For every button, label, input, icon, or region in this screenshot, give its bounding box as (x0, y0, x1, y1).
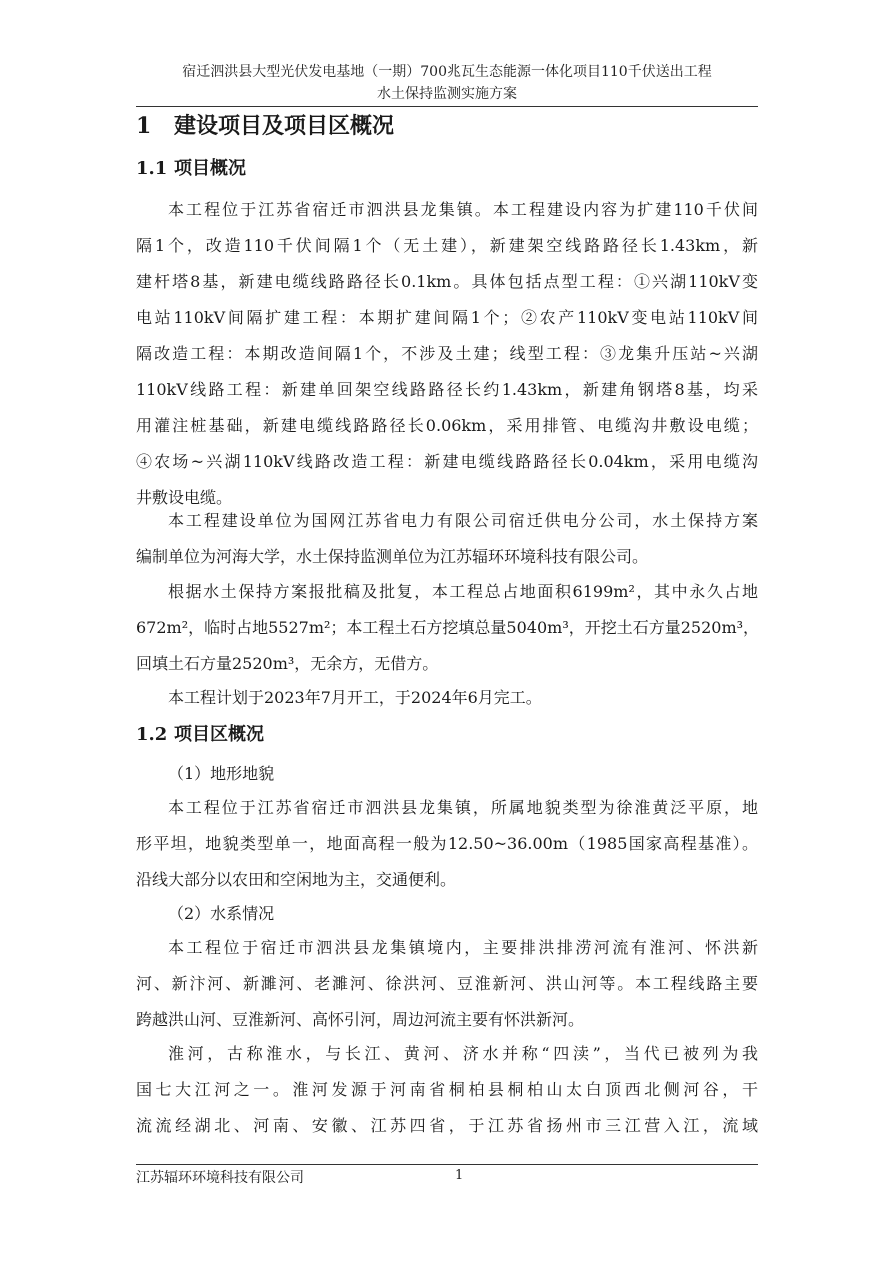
section-1-2-heading (136, 722, 264, 748)
paragraph-line: ④农场~兴湖110kV线路改造工程：新建电缆线路路径长0.04km，采用电缆沟 (136, 452, 758, 471)
page-number: 1 (455, 1168, 464, 1183)
section-1-1-number: 1.1 (136, 158, 168, 179)
paragraph-line: 电站110kV间隔扩建工程：本期扩建间隔1个；②农产110kV变电站110kV间 (136, 308, 758, 327)
paragraph-water-system (136, 930, 758, 1038)
section-1-1-title: 项目概况 (174, 158, 246, 179)
section-1-heading (136, 110, 394, 142)
paragraph-line: 河、新汴河、新濉河、老濉河、徐洪河、豆淮新河、洪山河等。本工程线路主要 (136, 974, 758, 993)
section-1-2-number: 1.2 (136, 724, 168, 745)
paragraph-land-earthwork (136, 574, 758, 682)
running-header-title: 宿迁泗洪县大型光伏发电基地（一期）700兆瓦生态能源一体化项目110千伏送出工程 (182, 64, 712, 80)
paragraph-construction-units (136, 503, 758, 575)
paragraph-line: 编制单位为河海大学，水土保持监测单位为江苏辐环环境科技有限公司。 (136, 547, 649, 566)
paragraph-huai-river (136, 1036, 758, 1144)
paragraph-terrain (136, 790, 758, 898)
paragraph-line: 跨越洪山河、豆淮新河、高怀引河，周边河流主要有怀洪新河。 (136, 1010, 585, 1029)
paragraph-line: 回填土石方量2520m³，无余方，无借方。 (136, 654, 439, 673)
paragraph-line: 110kV线路工程：新建单回架空线路路径长约1.43km，新建角钢塔8基，均采 (136, 380, 758, 399)
paragraph-project-overview (136, 192, 758, 516)
paragraph-line: 井敷设电缆。 (136, 488, 233, 507)
section-1-1-heading (136, 156, 246, 182)
paragraph-line: 隔1个，改造110千伏间隔1个（无土建），新建架空线路路径长1.43km，新 (136, 236, 758, 255)
paragraph-schedule (136, 680, 758, 716)
paragraph-line: 根据水土保持方案报批稿及批复，本工程总占地面积6199m²，其中永久占地 (168, 582, 758, 601)
section-1-2-title: 项目区概况 (174, 724, 264, 745)
paragraph-line: 流流经湖北、河南、安徽、江苏四省，于江苏省扬州市三江营入江，流域 (136, 1116, 758, 1135)
subheading-water-system: （2）水系情况 (168, 904, 275, 923)
footer-divider (136, 1164, 758, 1165)
header-divider (136, 106, 758, 107)
paragraph-line: 本工程位于江苏省宿迁市泗洪县龙集镇，所属地貌类型为徐淮黄泛平原，地 (168, 798, 758, 817)
paragraph-line: 隔改造工程：本期改造间隔1个，不涉及土建；线型工程：③龙集升压站~兴湖 (136, 344, 758, 363)
paragraph-line: 形平坦，地貌类型单一，地面高程一般为12.50~36.00m（1985国家高程基准）。 (136, 834, 758, 853)
paragraph-line: 国七大江河之一。淮河发源于河南省桐柏县桐柏山太白顶西北侧河谷，干 (136, 1080, 758, 1099)
paragraph-line: 本工程计划于2023年7月开工，于2024年6月完工。 (168, 688, 542, 707)
paragraph-line: 本工程建设单位为国网江苏省电力有限公司宿迁供电分公司，水土保持方案 (168, 511, 758, 530)
section-1-title: 建设项目及项目区概况 (174, 113, 395, 139)
running-header-subtitle: 水土保持监测实施方案 (377, 86, 517, 102)
paragraph-line: 沿线大部分以农田和空闲地为主，交通便利。 (136, 870, 457, 889)
paragraph-line: 本工程位于江苏省宿迁市泗洪县龙集镇。本工程建设内容为扩建110千伏间 (168, 200, 758, 219)
paragraph-line: 672m²，临时占地5527m²；本工程土石方挖填总量5040m³，开挖土石方量2520m³， (136, 618, 760, 637)
footer-company-name: 江苏辐环环境科技有限公司 (136, 1170, 304, 1186)
paragraph-line: 淮河，古称淮水，与长江、黄河、济水并称“四渎”，当代已被列为我 (168, 1044, 758, 1063)
subheading-terrain: （1）地形地貌 (168, 764, 275, 783)
paragraph-line: 用灌注桩基础，新建电缆线路路径长0.06km，采用排管、电缆沟井敷设电缆； (136, 416, 758, 435)
paragraph-line: 本工程位于宿迁市泗洪县龙集镇境内，主要排洪排涝河流有淮河、怀洪新 (168, 938, 758, 957)
section-1-number: 1 (136, 113, 152, 139)
paragraph-line: 建杆塔8基，新建电缆线路路径长0.1km。具体包括点型工程：①兴湖110kV变 (136, 272, 758, 291)
